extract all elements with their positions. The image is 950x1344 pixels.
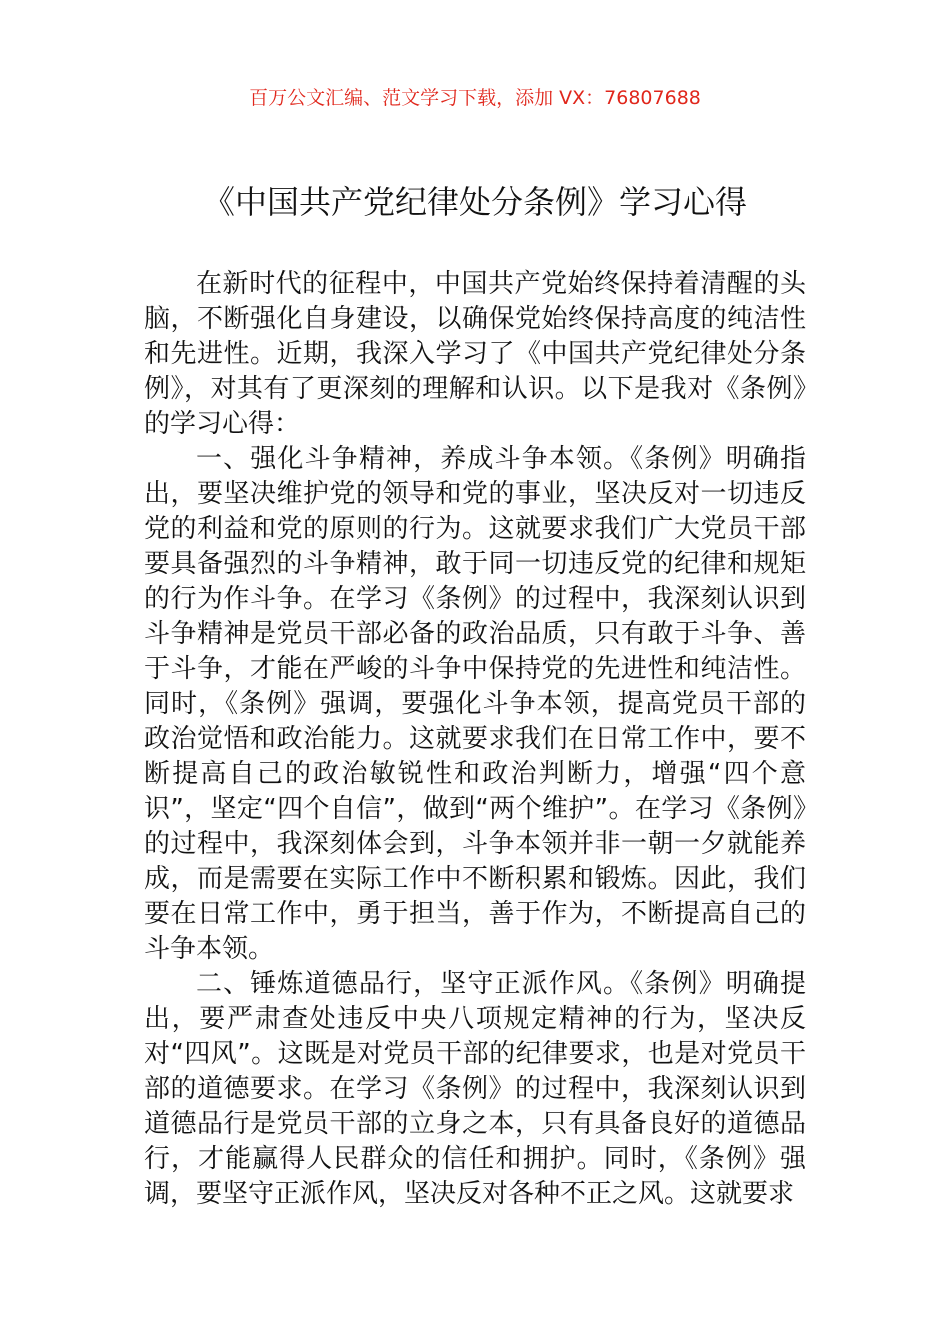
paragraph-intro: 在新时代的征程中，中国共产党始终保持着清醒的头脑，不断强化自身建设，以确保党始终保持高度的纯洁性和先进性。近期，我深入学习了《中国共产党纪律处分条例》，对其有了更深刻的理解和认识。以下是我对《条例》的学习心得： (144, 269, 806, 439)
header-banner: 百万公文汇编、范文学习下载，添加 VX：76807688 (249, 87, 701, 109)
paragraph-section-two: 二、锤炼道德品行，坚守正派作风。《条例》明确提出，要严肃查处违反中央八项规定精神的行为，坚决反对“四风”。这既是对党员干部的纪律要求，也是对党员干部的道德要求。在学习《条例》的过程中，我深刻认识到道德品行是党员干部的立身之本，只有具备良好的道德品行，才能赢得人民群众的信任和拥护。同时，《条例》强调，要坚守正派作风，坚决反对各种不正之风。这就要求 (144, 969, 806, 1209)
document-title: 《中国共产党纪律处分条例》学习心得 (202, 183, 747, 221)
paragraph-section-one: 一、强化斗争精神，养成斗争本领。《条例》明确指出，要坚决维护党的领导和党的事业，坚决反对一切违反党的利益和党的原则的行为。这就要求我们广大党员干部要具备强烈的斗争精神，敢于同一切违反党的纪律和规矩的行为作斗争。在学习《条例》的过程中，我深刻认识到斗争精神是党员干部必备的政治品质，只有敢于斗争、善于斗争，才能在严峻的斗争中保持党的先进性和纯洁性。同时，《条例》强调，要强化斗争本领，提高党员干部的政治觉悟和政治能力。这就要求我们在日常工作中，要不断提高自己的政治敏锐性和政治判断力，增强“四个意识”，坚定“四个自信”，做到“两个维护”。在学习《条例》的过程中，我深刻体会到，斗争本领并非一朝一夕就能养成，而是需要在实际工作中不断积累和锻炼。因此，我们要在日常工作中，勇于担当，善于作为，不断提高自己的斗争本领。 (144, 444, 806, 964)
document-body (144, 267, 806, 1212)
